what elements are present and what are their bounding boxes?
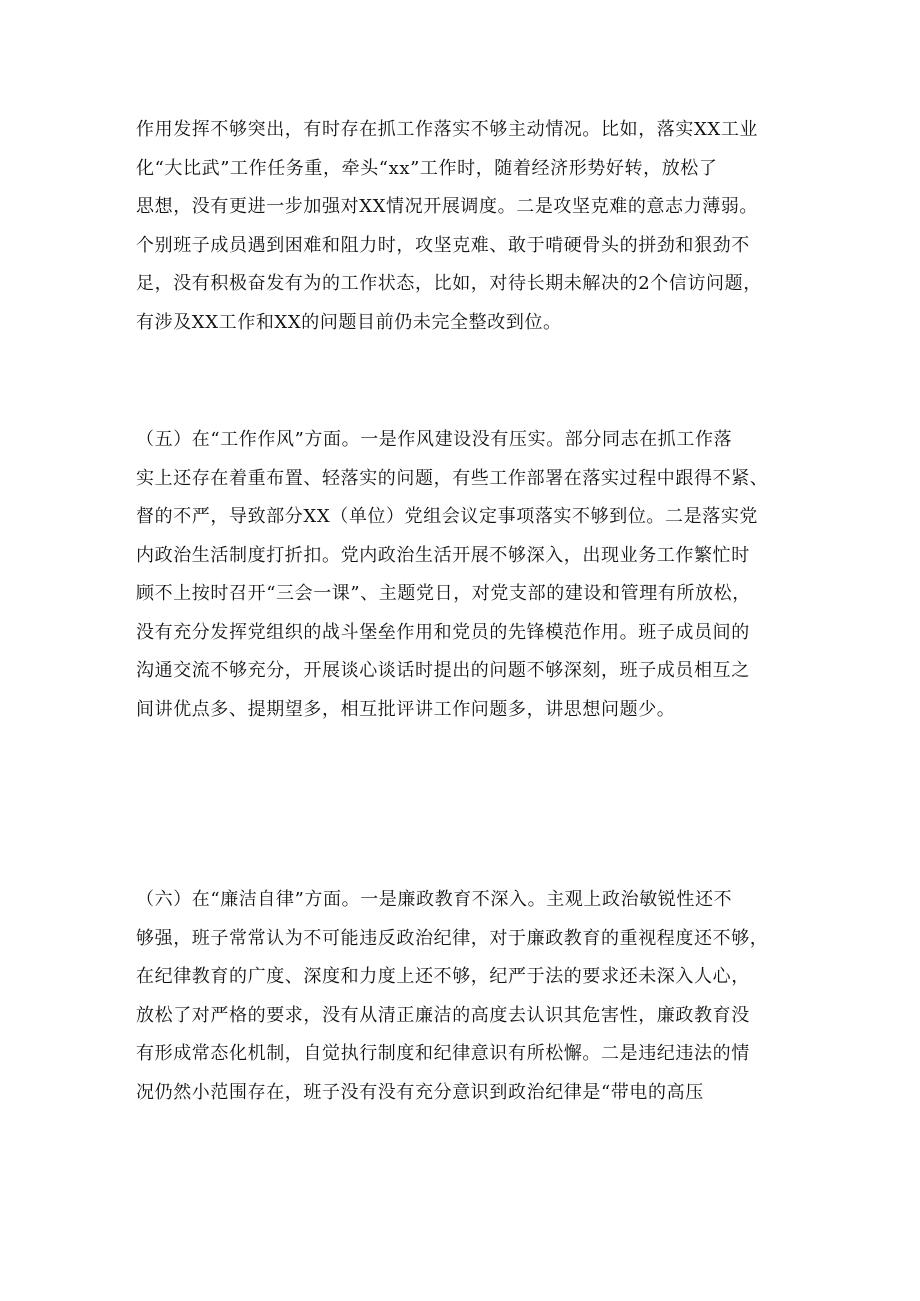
text-line: 够强，班子常常认为不可能违反政治纪律，对于廉政教育的重视程度还不够，	[136, 927, 769, 949]
text-line: 放松了对严格的要求，没有从清正廉洁的高度去认识其危害性，廉政教育没	[136, 1004, 750, 1026]
text-line: 况仍然小范围存在，班子没有没有充分意识到政治纪律是“带电的高压	[136, 1081, 704, 1103]
text-line: 足，没有积极奋发有为的工作状态，比如，对待长期未解决的2个信访问题，	[136, 273, 762, 294]
text-line: 内政治生活制度打折扣。党内政治生活开展不够深入，出现业务工作繁忙时	[136, 544, 750, 566]
text-line: 思想，没有更进一步加强对XX情况开展调度。二是攻坚克难的意志力薄弱。	[136, 196, 759, 217]
text-line: （五）在“工作作风”方面。一是作风建设没有压实。部分同志在抓工作落	[136, 429, 733, 450]
text-line: 实上还存在着重布置、轻落实的问题，有些工作部署在落实过程中跟得不紧、	[136, 467, 769, 489]
text-line: 个别班子成员遇到困难和阻力时，攻坚克难、敢于啃硬骨头的拼劲和狠劲不	[136, 234, 750, 256]
paragraph-work-style	[136, 421, 800, 729]
text-line: 在纪律教育的广度、深度和力度上还不够，纪严于法的要求还未深入人心，	[136, 966, 750, 987]
text-line: 沟通交流不够充分，开展谈心谈话时提出的问题不够深刻，班子成员相互之	[136, 660, 750, 681]
text-line: 有涉及XX工作和XX的问题目前仍未完全整改到位。	[136, 311, 562, 333]
text-line: 顾不上按时召开“三会一课”、主题党日，对党支部的建设和管理有所放松，	[136, 583, 751, 604]
text-line: 化“大比武”工作任务重，牵头“xx”工作时，随着经济形势好转，放松了	[136, 157, 718, 179]
text-line: （六）在“廉洁自律”方面。一是廉政教育不深入。主观上政治敏锐性还不	[136, 889, 733, 910]
text-line: 没有充分发挥党组织的战斗堡垒作用和党员的先锋模范作用。班子成员间的	[136, 621, 750, 643]
text-line: 间讲优点多、提期望多，相互批评讲工作问题多，讲思想问题少。	[136, 698, 676, 720]
text-line: 作用发挥不够突出，有时存在抓工作落实不够主动情况。比如，落实XX工业	[136, 119, 759, 140]
text-line: 督的不严，导致部分XX（单位）党组会议定事项落实不够到位。二是落实党	[136, 506, 759, 527]
paragraph-work-implementation	[136, 111, 800, 342]
text-line: 有形成常态化机制，自觉执行制度和纪律意识有所松懈。二是违纪违法的情	[136, 1043, 750, 1064]
paragraph-integrity-discipline	[136, 881, 800, 1112]
